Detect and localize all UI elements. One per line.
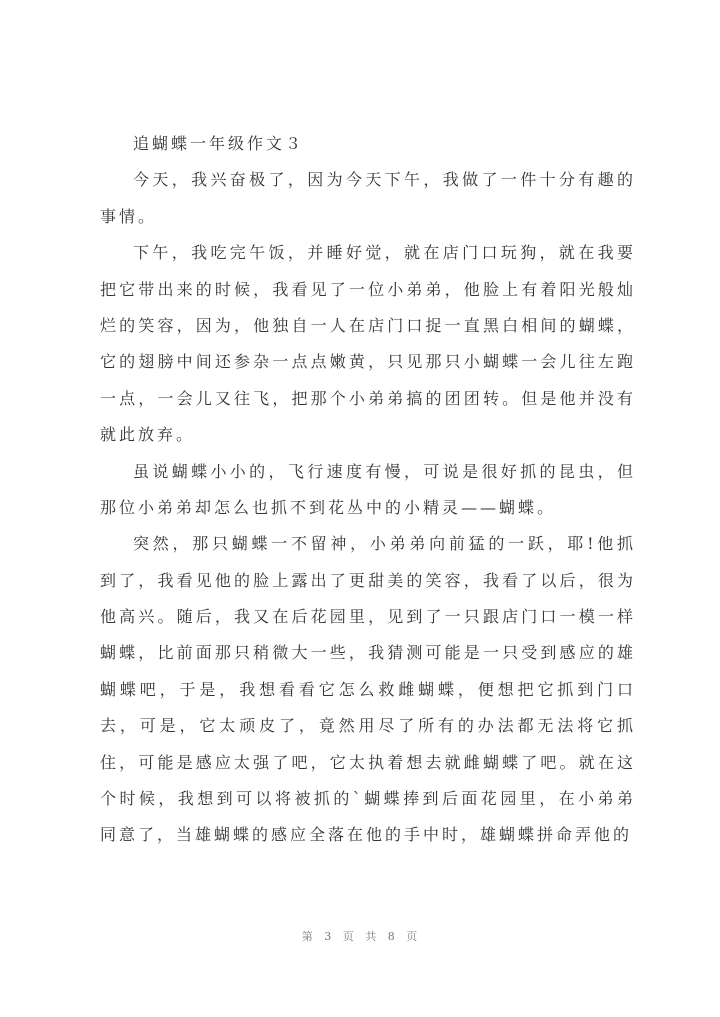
- text-line: 那位小弟弟却怎么也抓不到花丛中的小精灵——蝴蝶。: [100, 497, 557, 517]
- text-line: 去，可是，它太顽皮了，竟然用尽了所有的办法都无法将它抓: [100, 716, 636, 736]
- text-line: 烂的笑容，因为，他独自一人在店门口捉一直黑白相间的蝴蝶，: [100, 315, 636, 335]
- text-line: 住，可能是感应太强了吧，它太执着想去就雌蝴蝶了吧。就在这: [100, 752, 636, 772]
- text-line: 虽说蝴蝶小小的，飞行速度有慢，可说是很好抓的昆虫，但: [133, 461, 636, 481]
- text-line: 蝴蝶吧，于是，我想看看它怎么救雌蝴蝶，便想把它抓到门口: [100, 679, 636, 699]
- text-line: 下午，我吃完午饭，并睡好觉，就在店门口玩狗，就在我要: [133, 243, 636, 263]
- text-line: 它的翅膀中间还参杂一点点嫩黄，只见那只小蝴蝶一会儿往左跑: [100, 352, 636, 372]
- text-line: 他高兴。随后，我又在后花园里，见到了一只跟店门口一模一样: [100, 607, 636, 627]
- text-line: 就此放弃。: [100, 425, 196, 445]
- page-footer: 第 3 页 共 8 页: [301, 930, 419, 943]
- text-line: 同意了，当雄蝴蝶的感应全落在他的手中时，雄蝴蝶拼命弄他的: [100, 825, 633, 845]
- document-title: 追蝴蝶一年级作文３: [133, 134, 305, 153]
- paragraph: [100, 531, 636, 859]
- text-line: 把它带出来的时候，我看见了一位小弟弟，他脸上有着阳光般灿: [100, 279, 636, 299]
- paragraph: [100, 459, 636, 532]
- paragraphs: [100, 167, 636, 858]
- text-line: 一点，一会儿又往飞，把那个小弟弟搞的团团转。但是他并没有: [100, 388, 636, 408]
- text-line: 到了，我看见他的脸上露出了更甜美的笑容，我看了以后，很为: [100, 570, 636, 590]
- text-line: 今天，我兴奋极了，因为今天下午，我做了一件十分有趣的: [133, 170, 636, 190]
- document-body: [100, 131, 636, 859]
- text-line: 蝴蝶，比前面那只稍微大一些，我猜测可能是一只受到感应的雄: [100, 643, 636, 663]
- paragraph: [100, 240, 636, 458]
- text-line: 事情。: [100, 206, 158, 226]
- paragraph: [100, 167, 636, 240]
- text-line: 个时候，我想到可以将被抓的`蝴蝶捧到后面花园里，在小弟弟: [100, 789, 636, 809]
- text-line: 突然，那只蝴蝶一不留神，小弟弟向前猛的一跃，耶!他抓: [133, 534, 636, 554]
